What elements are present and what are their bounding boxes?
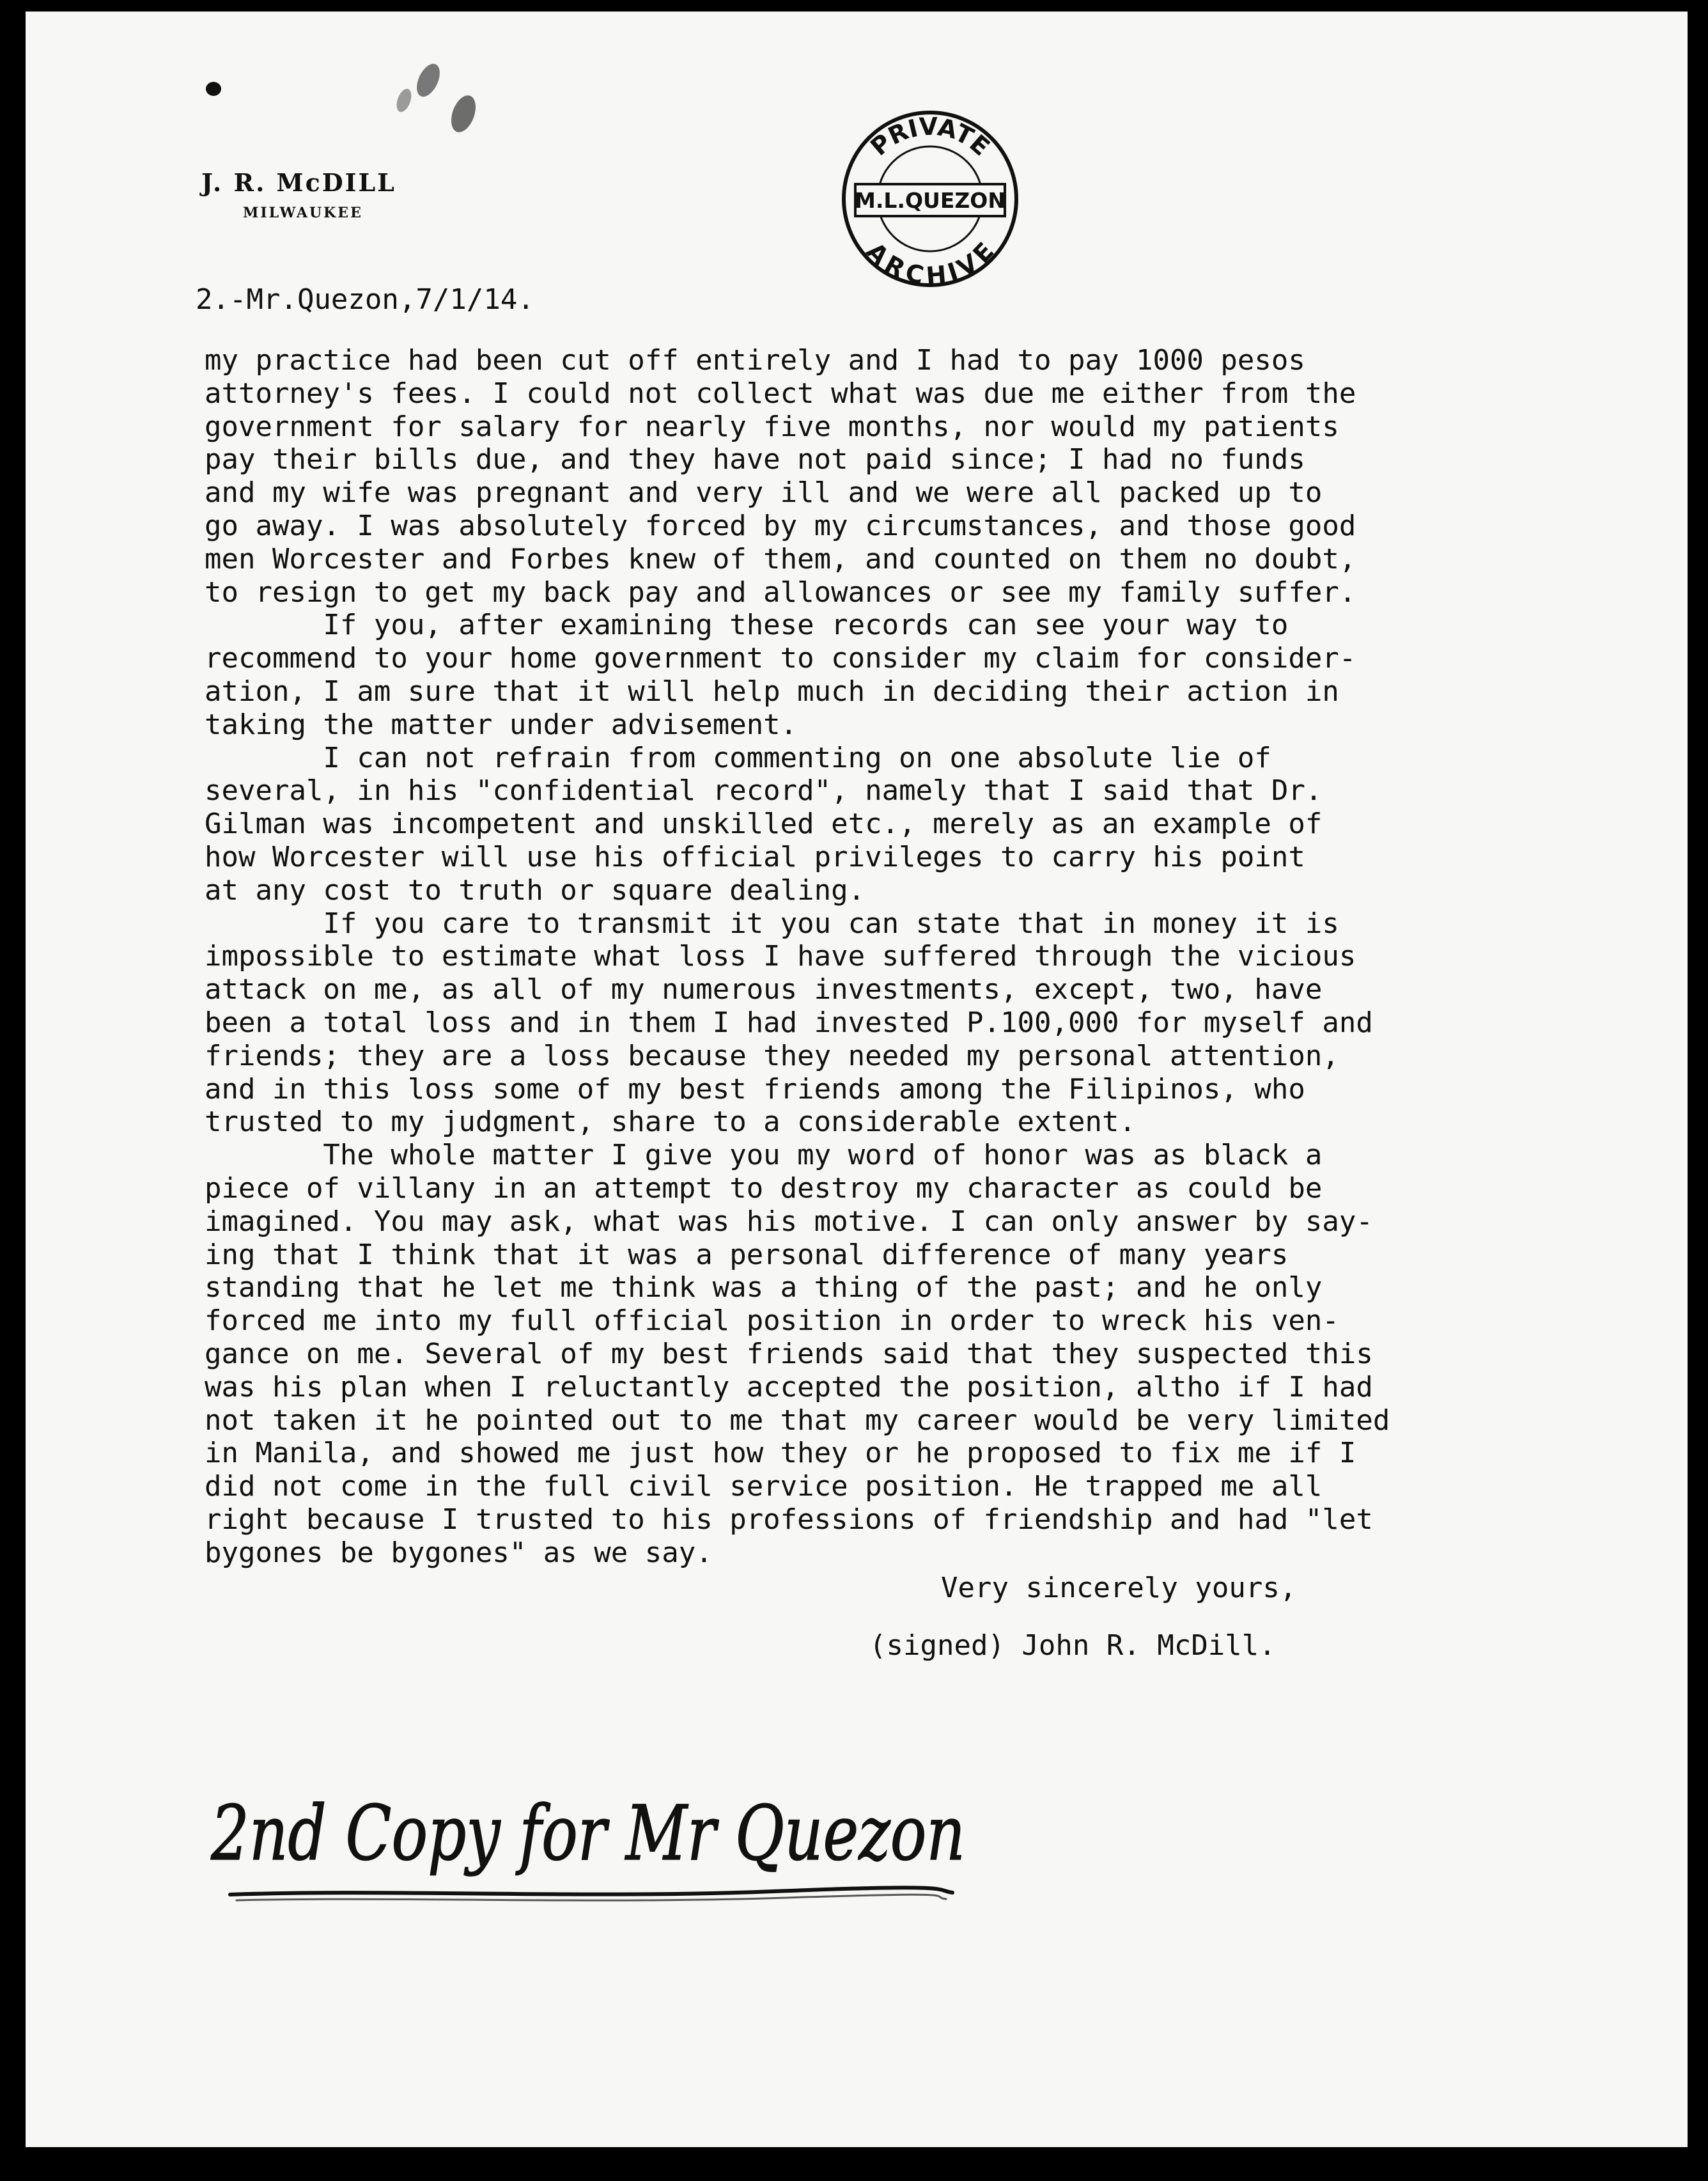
letter-closing: Very sincerely yours, (941, 1572, 1297, 1604)
svg-text:PRIVATE (865, 113, 995, 162)
body-line: ing that I think that it was a personal difference of many years (205, 1238, 1289, 1271)
body-line: imagined. You may ask, what was his motive. I can only answer by say- (205, 1205, 1373, 1238)
body-line: been a total loss and in them I had invested P.100,000 for myself and (205, 1006, 1373, 1039)
body-line: at any cost to truth or square dealing. (205, 873, 866, 907)
page-header-line: 2.-Mr.Quezon,7/1/14. (196, 283, 534, 316)
letter-body (205, 344, 1390, 1569)
body-line: was his plan when I reluctantly accepted the position, altho if I had (205, 1370, 1373, 1403)
body-line: my practice had been cut off entirely and I had to pay 1000 pesos (205, 344, 1305, 377)
letterhead-city: MILWAUKEE (243, 205, 363, 221)
body-line: If you, after examining these records can see your way to (205, 609, 1289, 642)
stamp-top-text: PRIVATE (865, 112, 995, 162)
body-line: forced me into my full official position in order to wreck his ven- (205, 1304, 1339, 1338)
body-line: how Worcester will use his official privileges to carry his point (205, 840, 1305, 873)
body-line: attorney's fees. I could not collect what was due me either from the (205, 377, 1356, 410)
body-line: trusted to my judgment, share to a considerable extent. (205, 1106, 1136, 1139)
body-line: standing that he let me think was a thing of the past; and he only (205, 1271, 1323, 1304)
body-line: The whole matter I give you my word of honor was as black a (205, 1139, 1323, 1172)
body-line: and my wife was pregnant and very ill and we were all packed up to (205, 476, 1323, 510)
body-line: and in this loss some of my best friends among the Filipinos, who (205, 1072, 1305, 1106)
body-line: did not come in the full civil service position. He trapped me all (205, 1470, 1323, 1503)
body-line: ation, I am sure that it will help much in deciding their action in (205, 675, 1339, 708)
body-line: men Worcester and Forbes knew of them, and counted on them no doubt, (205, 542, 1356, 575)
body-line: If you care to transmit it you can state that in money it is (205, 907, 1339, 940)
body-line: government for salary for nearly five months, nor would my patients (205, 410, 1339, 443)
body-line: right because I trusted to his professions of friendship and had "let (205, 1503, 1373, 1536)
body-line: recommend to your home government to consider my claim for consider- (205, 642, 1356, 675)
body-line: pay their bills due, and they have not paid since; I had no funds (205, 443, 1305, 476)
body-line: gance on me. Several of my best friends said that they suspected this (205, 1337, 1373, 1370)
ink-smudge (412, 60, 444, 100)
stamp-center-text: M.L.QUEZON (855, 188, 1005, 213)
body-line: not taken it he pointed out to me that my career would be very limited (205, 1403, 1390, 1437)
stamp-bottom-text: ARCHIVE (861, 237, 1000, 290)
signature-line: (signed) John R. McDill. (869, 1629, 1276, 1662)
body-line: taking the matter under advisement. (205, 708, 798, 741)
underline-stroke (230, 1888, 952, 1895)
body-line: in Manila, and showed me just how they or he proposed to fix me if I (205, 1437, 1356, 1470)
body-line: friends; they are a loss because they needed my personal attention, (205, 1039, 1339, 1072)
handwritten-note (198, 1763, 997, 1917)
body-line: piece of villany in an attempt to destroy my character as could be (205, 1171, 1323, 1205)
letterhead-name: J. R. McDILL (201, 168, 396, 197)
archive-stamp (837, 106, 1023, 292)
body-line: to resign to get my back pay and allowances or see my family suffer. (205, 575, 1356, 609)
ink-smudge (394, 87, 414, 114)
body-line: several, in his "confidential record", namely that I said that Dr. (205, 774, 1323, 808)
ink-smudge (206, 82, 221, 96)
body-line: I can not refrain from commenting on one absolute lie of (205, 741, 1271, 774)
ink-smudge (447, 92, 480, 136)
body-line: go away. I was absolutely forced by my circumstances, and those good (205, 509, 1356, 542)
svg-text:ARCHIVE (861, 237, 999, 290)
body-line: attack on me, as all of my numerous investments, except, two, have (205, 973, 1323, 1006)
handwritten-note-text: 2nd Copy for Mr Quezon (210, 1789, 965, 1877)
body-line: impossible to estimate what loss I have suffered through the vicious (205, 940, 1356, 973)
letter-page (26, 12, 1688, 2147)
body-line: bygones be bygones" as we say. (205, 1536, 713, 1569)
body-line: Gilman was incompetent and unskilled etc., merely as an example of (205, 808, 1323, 841)
